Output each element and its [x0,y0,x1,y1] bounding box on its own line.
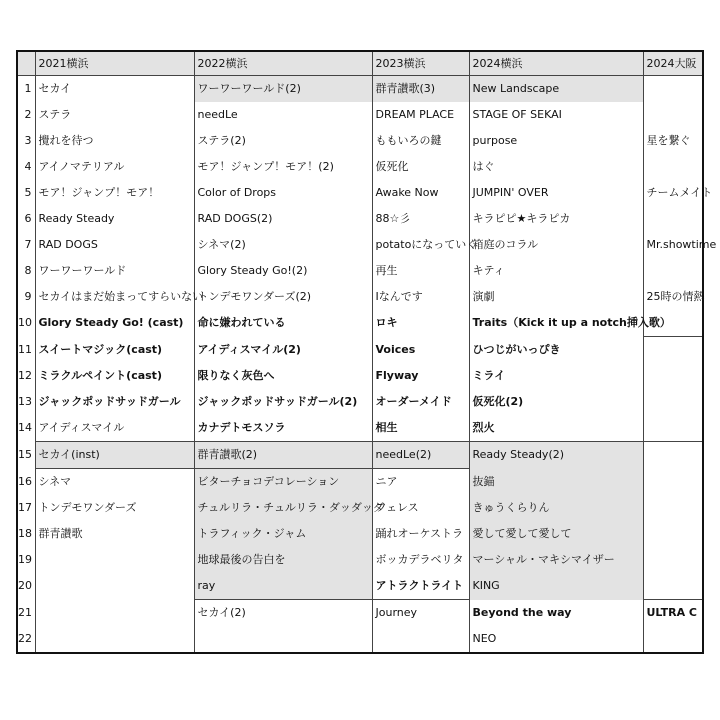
song-cell: Ready Steady(2) [469,442,643,469]
song-cell: モア！ジャンプ！モア！(2) [194,154,372,180]
table-row [17,389,703,415]
table-row [17,600,703,627]
row-number: 5 [17,180,35,206]
song-cell: 愛して愛して愛して [469,521,643,547]
song-cell: 群青讃歌(3) [372,76,469,103]
row-number: 6 [17,206,35,232]
row-number: 12 [17,363,35,389]
table-row [17,626,703,653]
song-cell: New Landscape [469,76,643,103]
header-2022-yokohama: 2022横浜 [194,51,372,76]
song-cell [643,415,703,442]
row-number: 9 [17,284,35,310]
song-cell: Ready Steady [35,206,194,232]
song-cell: 攪れを待つ [35,128,194,154]
song-cell [643,469,703,496]
song-cell [643,521,703,547]
song-cell: 踊れオーケストラ [372,521,469,547]
header-row [17,51,703,76]
song-cell: Traits（Kick it up a notch挿入歌） [469,310,643,337]
song-cell [35,626,194,653]
song-cell: ニア [372,469,469,496]
table-row [17,547,703,573]
song-cell [643,102,703,128]
song-cell: シネマ [35,469,194,496]
song-cell [194,626,372,653]
song-cell: トラフィック・ジャム [194,521,372,547]
song-cell: シネマ(2) [194,232,372,258]
row-number: 1 [17,76,35,103]
table-row [17,206,703,232]
song-cell: セカイはまだ始まってすらいない [35,284,194,310]
header-corner [17,51,35,76]
song-cell: DREAM PLACE [372,102,469,128]
song-cell: ミライ [469,363,643,389]
song-cell [643,442,703,469]
song-cell: 群青讃歌 [35,521,194,547]
song-cell: ジャックポッドサッドガール [35,389,194,415]
row-number: 18 [17,521,35,547]
table-row [17,337,703,364]
header-2023-yokohama: 2023横浜 [372,51,469,76]
song-cell: Flyway [372,363,469,389]
song-cell: 命に嫌われている [194,310,372,337]
row-number: 4 [17,154,35,180]
song-cell: 星を繋ぐ [643,128,703,154]
song-cell: フェレス [372,495,469,521]
table-row [17,258,703,284]
row-number: 19 [17,547,35,573]
song-cell [35,573,194,600]
song-cell: needLe [194,102,372,128]
song-cell [643,363,703,389]
table-row [17,128,703,154]
table-row [17,363,703,389]
song-cell: 仮死化 [372,154,469,180]
row-number: 10 [17,310,35,337]
song-cell [643,389,703,415]
song-cell: JUMPIN' OVER [469,180,643,206]
song-cell: 箱庭のコラル [469,232,643,258]
song-cell: ロキ [372,310,469,337]
song-cell [643,547,703,573]
song-cell: アトラクトライト [372,573,469,600]
song-cell: Mr.showtime [643,232,703,258]
song-cell: Iなんです [372,284,469,310]
song-cell: ももいろの鍵 [372,128,469,154]
song-cell: ひつじがいっぴき [469,337,643,364]
row-number: 15 [17,442,35,469]
table-row [17,76,703,103]
song-cell: potatoになっていく [372,232,469,258]
song-cell: STAGE OF SEKAI [469,102,643,128]
row-number: 17 [17,495,35,521]
row-number: 7 [17,232,35,258]
row-number: 3 [17,128,35,154]
header-2024-yokohama: 2024横浜 [469,51,643,76]
row-number: 16 [17,469,35,496]
song-cell: モア！ジャンプ！モア！ [35,180,194,206]
song-cell: アイディスマイル [35,415,194,442]
song-cell: ボッカデラベリタ [372,547,469,573]
song-cell: KING [469,573,643,600]
song-cell: Journey [372,600,469,627]
song-cell [372,626,469,653]
song-cell [643,337,703,364]
song-cell: キティ [469,258,643,284]
song-cell: ミラクルペイント(cast) [35,363,194,389]
song-cell [35,600,194,627]
song-cell: Glory Steady Go! (cast) [35,310,194,337]
song-cell: RAD DOGS [35,232,194,258]
song-cell [643,626,703,653]
table-row [17,232,703,258]
table-row [17,180,703,206]
song-cell [643,573,703,600]
song-cell [35,547,194,573]
song-cell: セカイ(2) [194,600,372,627]
song-cell: 地球最後の告白を [194,547,372,573]
song-cell: キラピピ★キラピカ [469,206,643,232]
song-cell: 演劇 [469,284,643,310]
row-number: 11 [17,337,35,364]
song-cell: アイノマテリアル [35,154,194,180]
song-cell: purpose [469,128,643,154]
row-number: 21 [17,600,35,627]
song-cell: Beyond the way [469,600,643,627]
song-cell [643,495,703,521]
row-number: 13 [17,389,35,415]
row-number: 8 [17,258,35,284]
row-number: 22 [17,626,35,653]
song-cell: ワーワーワールド(2) [194,76,372,103]
song-cell: Awake Now [372,180,469,206]
song-cell: 相生 [372,415,469,442]
table-row [17,284,703,310]
song-cell [643,258,703,284]
song-cell: オーダーメイド [372,389,469,415]
song-cell: はぐ [469,154,643,180]
song-cell: トンデモワンダーズ [35,495,194,521]
header-2024-osaka: 2024大阪 [643,51,703,76]
row-number: 14 [17,415,35,442]
song-cell: 抜錨 [469,469,643,496]
table-row [17,442,703,469]
setlist-table [16,50,717,654]
song-cell: NEO [469,626,643,653]
song-cell: ジャックポッドサッドガール(2) [194,389,372,415]
song-cell: 25時の情熱 [643,284,703,310]
song-cell: needLe(2) [372,442,469,469]
song-cell: 烈火 [469,415,643,442]
song-cell: RAD DOGS(2) [194,206,372,232]
song-cell [643,154,703,180]
header-2021-yokohama: 2021横浜 [35,51,194,76]
song-cell: セカイ [35,76,194,103]
song-cell: チームメイト [643,180,703,206]
song-cell: ビターチョコデコレーション [194,469,372,496]
song-cell: ULTRA C [643,600,703,627]
song-cell: 限りなく灰色へ [194,363,372,389]
song-cell: マーシャル・マキシマイザー [469,547,643,573]
song-cell: 仮死化(2) [469,389,643,415]
table-row [17,310,703,337]
song-cell: Glory Steady Go!(2) [194,258,372,284]
song-cell: 88☆彡 [372,206,469,232]
song-cell: 群青讃歌(2) [194,442,372,469]
song-cell: 再生 [372,258,469,284]
song-cell: Color of Drops [194,180,372,206]
song-cell: きゅうくらりん [469,495,643,521]
table-row [17,102,703,128]
song-cell [643,76,703,103]
table-row [17,495,703,521]
song-cell: Voices [372,337,469,364]
song-cell: ステラ(2) [194,128,372,154]
song-cell: ステラ [35,102,194,128]
song-cell: スイートマジック(cast) [35,337,194,364]
table-row [17,154,703,180]
row-number: 20 [17,573,35,600]
song-cell: ワーワーワールド [35,258,194,284]
table-row [17,415,703,442]
row-number: 2 [17,102,35,128]
table-row [17,469,703,496]
song-cell: トンデモワンダーズ(2) [194,284,372,310]
song-cell: ray [194,573,372,600]
song-cell [643,206,703,232]
table-row [17,573,703,600]
song-cell: セカイ(inst) [35,442,194,469]
song-cell: チュルリラ・チュルリラ・ダッダッダ [194,495,372,521]
song-cell: カナデトモスソラ [194,415,372,442]
table-row [17,521,703,547]
song-cell: アイディスマイル(2) [194,337,372,364]
